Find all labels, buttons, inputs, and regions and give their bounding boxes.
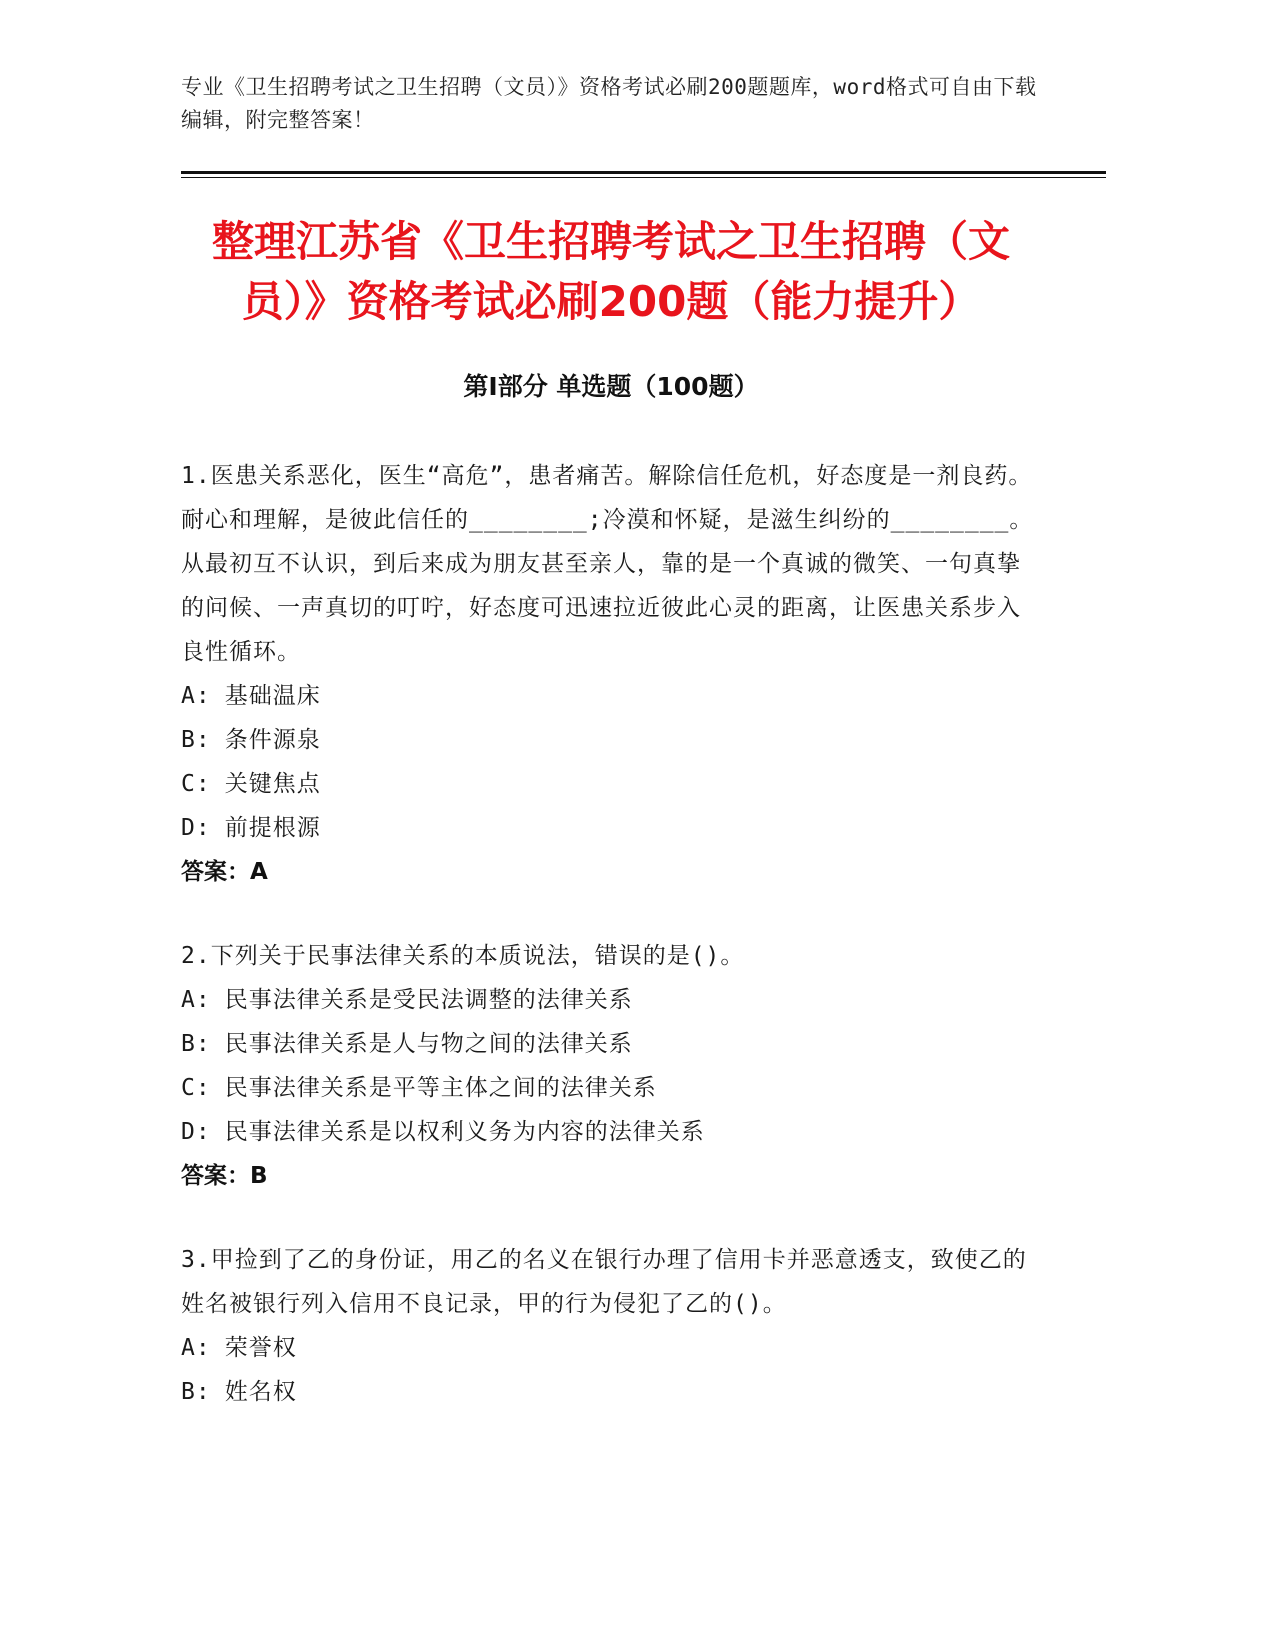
option-key: D: (181, 815, 211, 841)
option-text: 关键焦点 (224, 771, 321, 797)
option-b (181, 718, 1036, 762)
option-d (181, 1110, 1036, 1154)
option-key: B: (181, 1379, 211, 1405)
question-1 (181, 454, 1036, 894)
option-c (181, 762, 1036, 806)
question-3 (181, 1238, 1036, 1414)
option-key: B: (181, 1031, 211, 1057)
option-key: C: (181, 771, 211, 797)
section-title: 第I部分 单选题（100题） (463, 372, 759, 401)
option-text: 条件源泉 (224, 727, 321, 753)
header-rule-thick (181, 171, 1106, 174)
question-stem: 3.甲捡到了乙的身份证，用乙的名义在银行办理了信用卡并恶意透支，致使乙的姓名被银行列入信用不良记录，甲的行为侵犯了乙的()。 (181, 1247, 1027, 1317)
option-d (181, 806, 1036, 850)
answer-line: 答案：A (181, 859, 268, 885)
question-stem: 2.下列关于民事法律关系的本质说法，错误的是()。 (181, 943, 745, 969)
option-text: 民事法律关系是人与物之间的法律关系 (224, 1031, 633, 1057)
header-rule-thin (181, 177, 1106, 178)
question-stem: 1.医患关系恶化，医生“高危”，患者痛苦。解除信任危机，好态度是一剂良药。耐心和理解，是彼此信任的________;冷漠和怀疑，是滋生纠纷的________。从最初互不认识，到后来成为朋友甚至亲人，靠的是一个真诚的微笑、一句真挚的问候、一声真切的叮咛，好态度可迅速拉近彼此心灵的距离，让医患关系步入良性循环。 (181, 463, 1034, 665)
option-text: 前提根源 (224, 815, 321, 841)
option-a (181, 1326, 1036, 1370)
option-b (181, 1370, 1036, 1414)
option-text: 民事法律关系是以权利义务为内容的法律关系 (224, 1119, 705, 1145)
option-text: 姓名权 (224, 1379, 297, 1405)
option-text: 民事法律关系是平等主体之间的法律关系 (224, 1075, 657, 1101)
option-key: A: (181, 683, 211, 709)
option-key: A: (181, 1335, 211, 1361)
header-note: 专业《卫生招聘考试之卫生招聘（文员）》资格考试必刷200题题库，word格式可自由下载编辑，附完整答案！ (181, 75, 1037, 132)
option-text: 基础温床 (224, 683, 321, 709)
question-2 (181, 934, 1036, 1198)
option-a (181, 978, 1036, 1022)
question-list (181, 454, 1036, 1454)
option-a (181, 674, 1036, 718)
option-text: 民事法律关系是受民法调整的法律关系 (224, 987, 633, 1013)
option-key: D: (181, 1119, 211, 1145)
option-key: C: (181, 1075, 211, 1101)
option-b (181, 1022, 1036, 1066)
answer-line: 答案：B (181, 1163, 268, 1189)
option-c (181, 1066, 1036, 1110)
document-title: 整理江苏省《卫生招聘考试之卫生招聘（文员）》资格考试必刷200题（能力提升） (211, 217, 1010, 326)
option-text: 荣誉权 (224, 1335, 297, 1361)
option-key: B: (181, 727, 211, 753)
option-key: A: (181, 987, 211, 1013)
